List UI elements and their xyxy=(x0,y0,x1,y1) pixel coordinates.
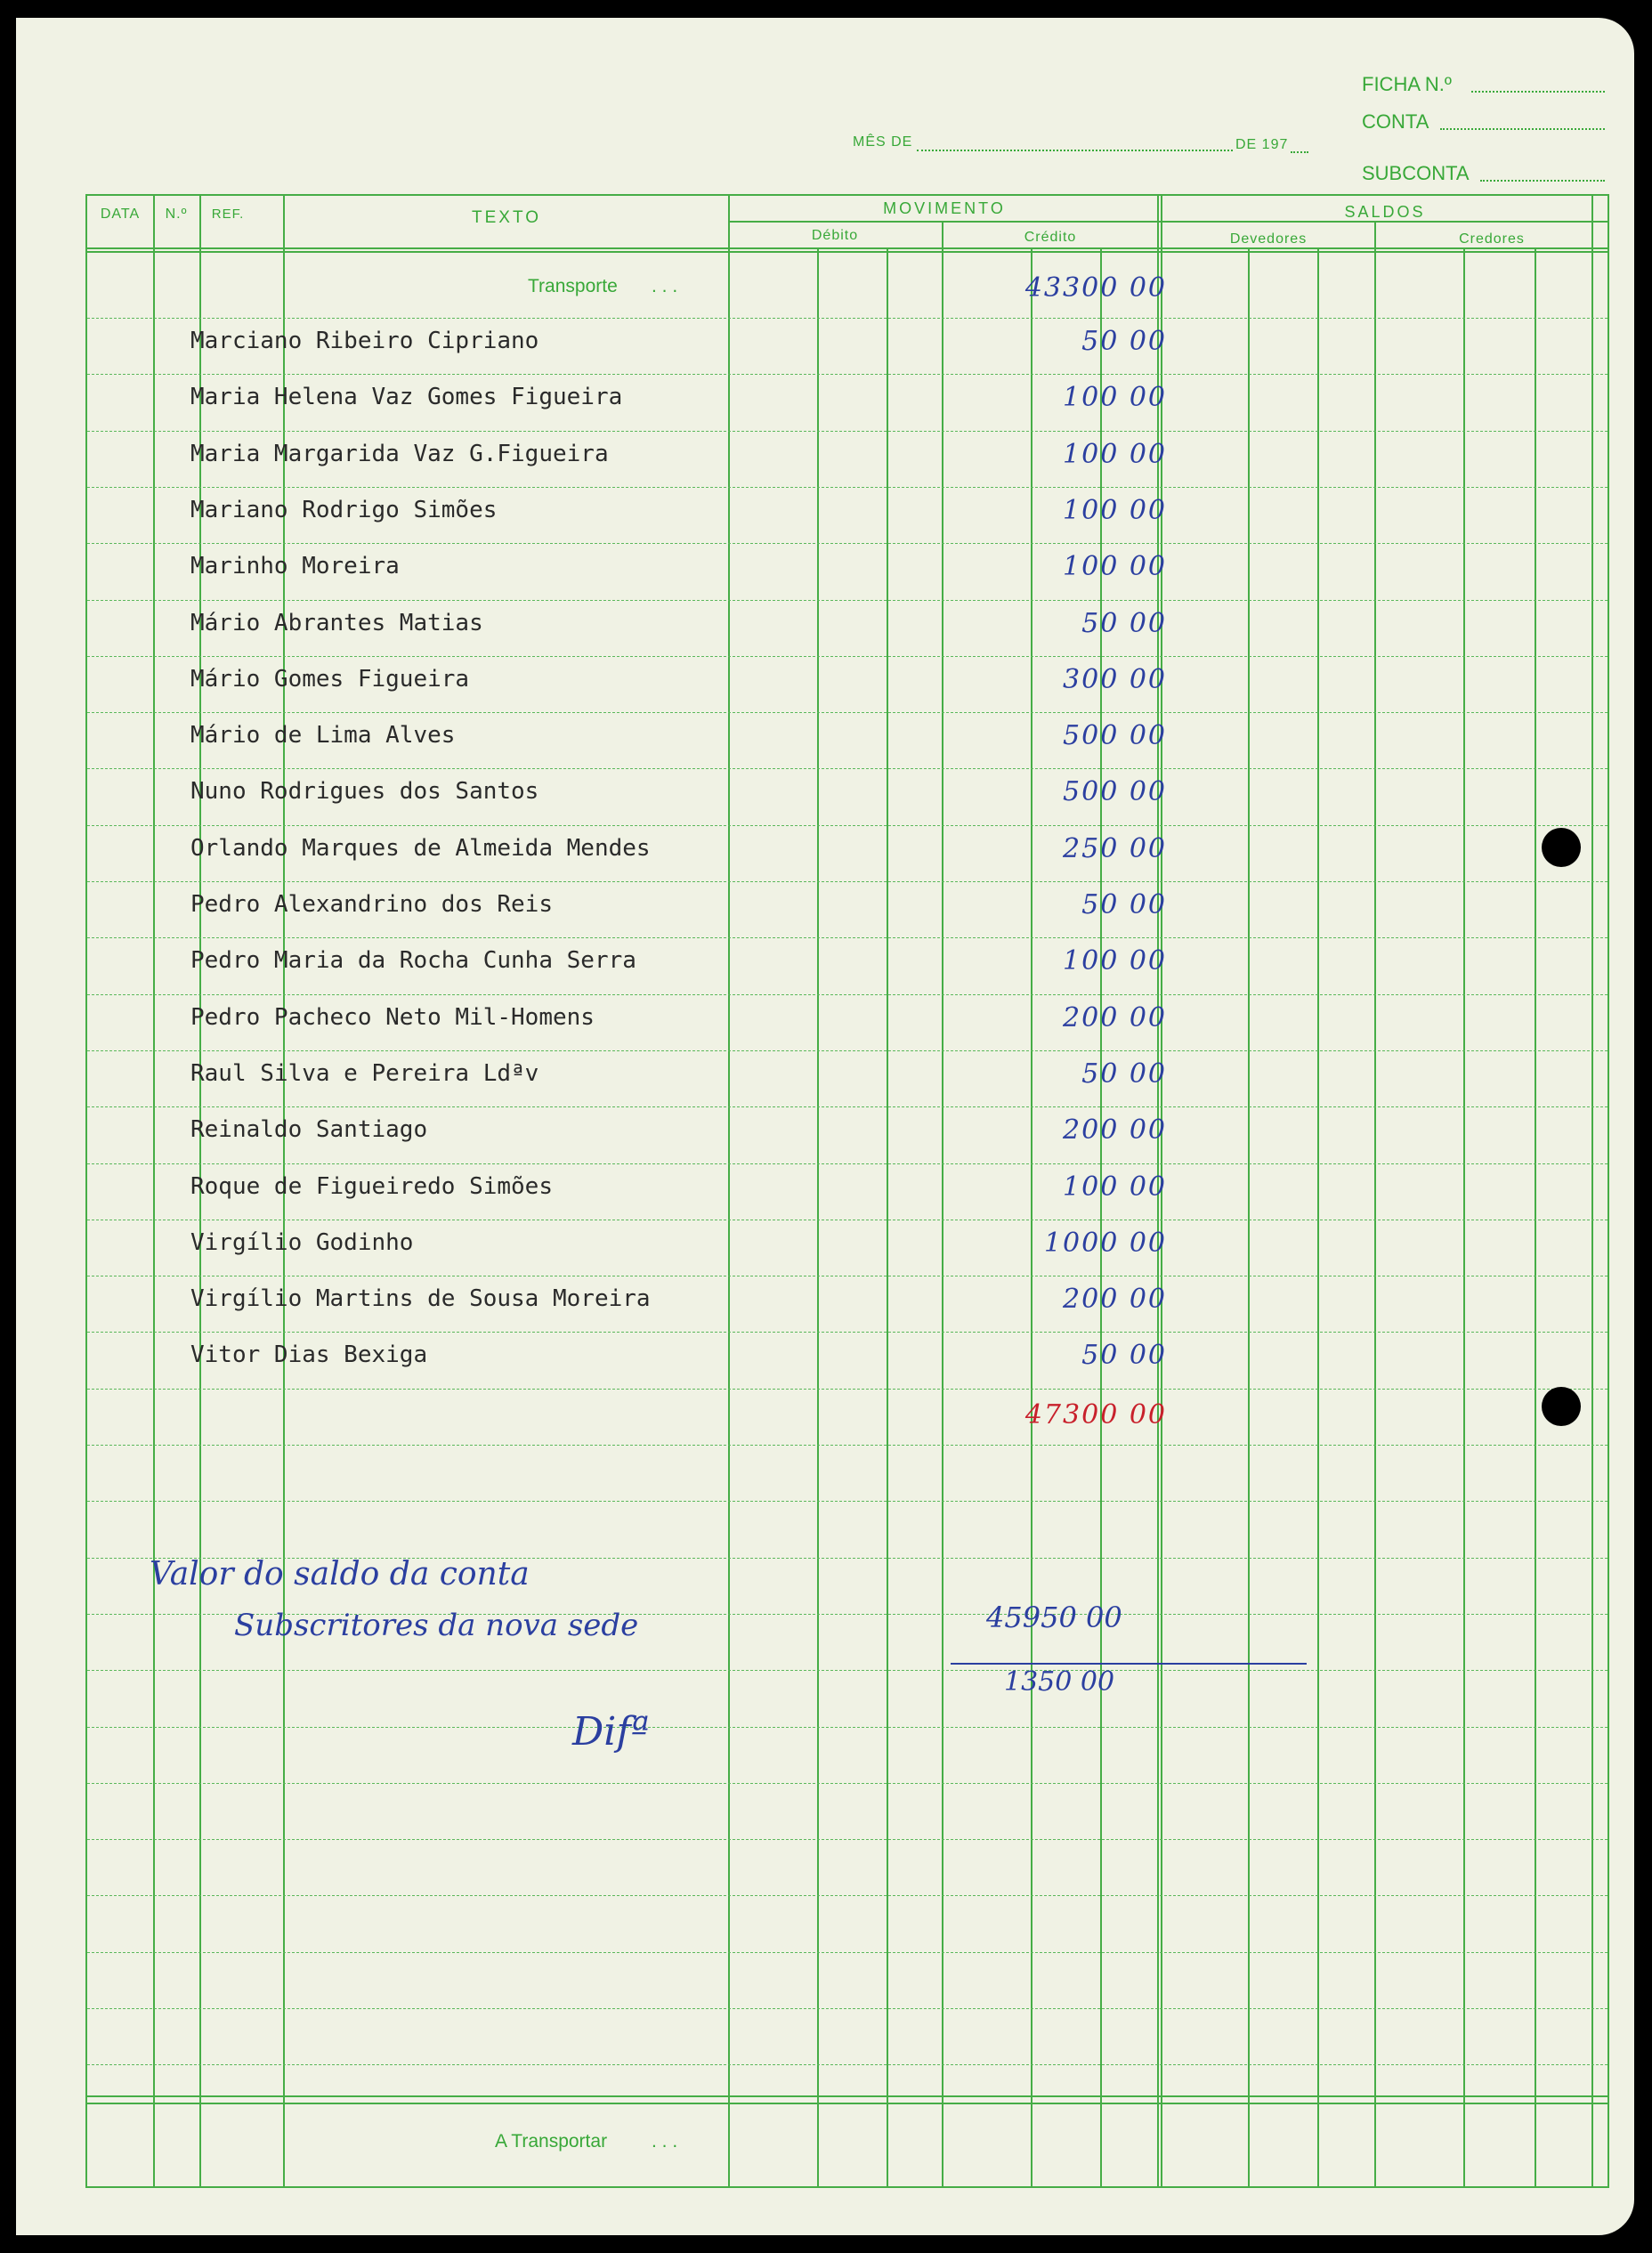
subconta-label: SUBCONTA xyxy=(1362,162,1470,184)
entry-name: Orlando Marques de Almeida Mendes xyxy=(190,834,651,862)
transporte-amount: 43300 00 xyxy=(1024,272,1167,304)
ficha-label: FICHA N.º xyxy=(1362,73,1452,95)
col-texto: TEXTO xyxy=(472,208,541,227)
col-ref: REF. xyxy=(211,207,245,222)
entry-name: Mário Abrantes Matias xyxy=(190,609,483,636)
conta-field xyxy=(1440,128,1605,130)
entry-amount: 100 00 xyxy=(1063,438,1167,470)
binder-hole-top xyxy=(1542,828,1581,867)
entry-amount: 100 00 xyxy=(1063,1171,1167,1203)
entry-amount: 250 00 xyxy=(1063,832,1167,864)
entry-name: Vitor Dias Bexiga xyxy=(190,1341,428,1369)
entry-name: Mariano Rodrigo Simões xyxy=(190,496,498,523)
a-transportar-dots: . . . xyxy=(652,2131,678,2152)
de-label: DE 197 xyxy=(1235,137,1289,152)
transporte-label: Transporte xyxy=(528,276,618,296)
col-devedores: Devedores xyxy=(1229,231,1308,247)
entry-name: Nuno Rodrigues dos Santos xyxy=(190,778,539,806)
ruled-line xyxy=(87,1163,1607,1164)
ruled-line xyxy=(87,374,1607,375)
ruled-line xyxy=(87,431,1607,432)
entry-amount: 50 00 xyxy=(1081,326,1167,357)
col-movimento: MOVIMENTO xyxy=(883,199,1006,217)
entry-name: Reinaldo Santiago xyxy=(190,1116,428,1144)
entry-name: Raul Silva e Pereira Ldªv xyxy=(190,1059,539,1087)
entry-amount: 100 00 xyxy=(1063,494,1167,526)
ruled-line xyxy=(87,768,1607,769)
total-amount: 47300 00 xyxy=(1024,1399,1167,1430)
ruled-line xyxy=(87,1106,1607,1107)
ruled-line xyxy=(87,1389,1607,1390)
ruled-line xyxy=(87,487,1607,488)
mes-field xyxy=(917,150,1233,151)
col-credores: Credores xyxy=(1459,231,1525,247)
ruled-line xyxy=(87,2008,1607,2009)
entry-amount: 200 00 xyxy=(1063,1001,1167,1033)
entry-amount: 50 00 xyxy=(1081,1340,1167,1372)
ruled-line xyxy=(87,994,1607,995)
col-numero: N.º xyxy=(165,207,188,222)
entry-amount: 50 00 xyxy=(1081,1058,1167,1090)
ruled-line xyxy=(87,1783,1607,1784)
ruled-line xyxy=(87,825,1607,826)
ruled-line xyxy=(87,1952,1607,1953)
ruled-line xyxy=(87,318,1607,319)
entry-amount: 500 00 xyxy=(1063,776,1167,808)
entry-amount: 300 00 xyxy=(1063,663,1167,695)
entry-amount: 100 00 xyxy=(1063,945,1167,977)
entry-amount: 100 00 xyxy=(1063,382,1167,414)
a-transportar-label: A Transportar xyxy=(495,2131,608,2152)
entry-amount: 50 00 xyxy=(1081,607,1167,639)
conta-label: CONTA xyxy=(1362,110,1429,133)
ruled-line xyxy=(87,1839,1607,1840)
entry-name: Marinho Moreira xyxy=(190,553,400,580)
handwritten-value-1: 45950 00 xyxy=(986,1601,1122,1634)
ruled-line xyxy=(87,656,1607,657)
handwritten-line-1: Valor do saldo da conta xyxy=(150,1556,530,1592)
entry-amount: 200 00 xyxy=(1063,1114,1167,1147)
ruled-line xyxy=(87,1445,1607,1446)
handwritten-underline xyxy=(951,1663,1307,1665)
entry-name: Virgílio Martins de Sousa Moreira xyxy=(190,1285,651,1313)
entry-name: Pedro Alexandrino dos Reis xyxy=(190,891,553,918)
subconta-field xyxy=(1480,180,1605,182)
binder-hole-bottom xyxy=(1542,1387,1581,1426)
entry-name: Marciano Ribeiro Cipriano xyxy=(190,328,539,354)
ficha-field xyxy=(1471,91,1605,93)
entry-name: Mário Gomes Figueira xyxy=(190,665,470,693)
entry-amount: 50 00 xyxy=(1081,889,1167,920)
entry-amount: 200 00 xyxy=(1063,1284,1167,1316)
col-saldos: SALDOS xyxy=(1344,203,1426,221)
col-data: DATA xyxy=(100,207,141,222)
entry-name: Maria Helena Vaz Gomes Figueira xyxy=(190,384,623,411)
ruled-line xyxy=(87,1050,1607,1051)
entry-name: Maria Margarida Vaz G.Figueira xyxy=(190,440,609,467)
handwritten-value-2: 1350 00 xyxy=(1004,1666,1115,1698)
handwritten-line-2: Subscritores da nova sede xyxy=(234,1608,639,1643)
col-debito: Débito xyxy=(811,228,859,243)
ruled-line xyxy=(87,881,1607,882)
ruled-line xyxy=(87,600,1607,601)
entry-name: Virgílio Godinho xyxy=(190,1228,414,1256)
entry-name: Pedro Maria da Rocha Cunha Serra xyxy=(190,947,636,975)
entry-amount: 100 00 xyxy=(1063,551,1167,583)
entry-amount: 1000 00 xyxy=(1043,1227,1167,1259)
ruled-line xyxy=(87,1895,1607,1896)
ruled-line xyxy=(87,937,1607,938)
ruled-line xyxy=(87,1501,1607,1502)
ruled-line xyxy=(87,1727,1607,1728)
entry-amount: 500 00 xyxy=(1063,720,1167,752)
ruled-line xyxy=(87,1332,1607,1333)
handwritten-signature: Difª xyxy=(572,1709,650,1755)
col-credito: Crédito xyxy=(1024,230,1077,245)
ruled-line xyxy=(87,2064,1607,2065)
ruled-line xyxy=(87,712,1607,713)
year-field xyxy=(1291,151,1308,153)
entry-name: Mário de Lima Alves xyxy=(190,722,456,750)
mes-label: MÊS DE xyxy=(853,134,913,150)
ruled-line xyxy=(87,543,1607,544)
ledger-sheet xyxy=(16,18,1634,2235)
transporte-dots: . . . xyxy=(652,276,678,296)
ruled-line xyxy=(87,1670,1607,1671)
entry-name: Pedro Pacheco Neto Mil-Homens xyxy=(190,1003,595,1031)
entry-name: Roque de Figueiredo Simões xyxy=(190,1172,553,1200)
